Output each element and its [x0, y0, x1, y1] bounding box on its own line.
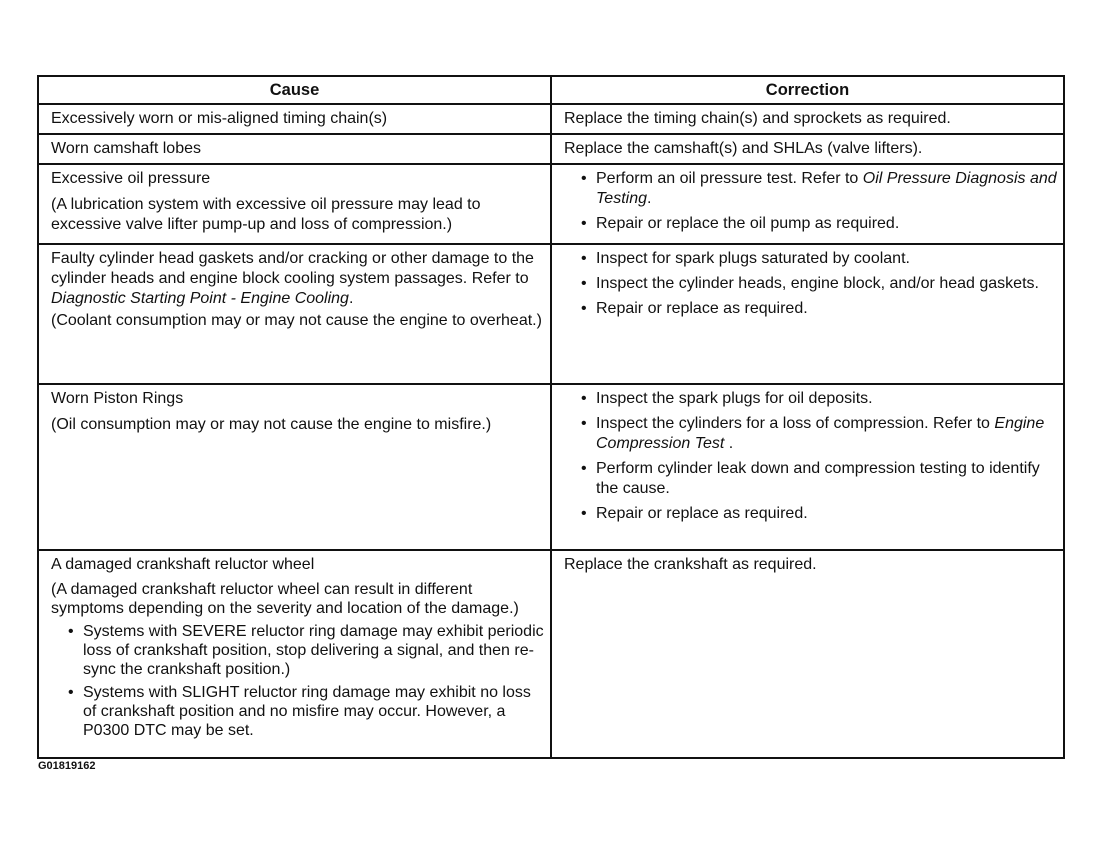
correction-cell — [551, 384, 1064, 550]
reference-link: Oil Pressure Diagnosis and Testing — [596, 170, 1057, 207]
correction-cell — [551, 164, 1064, 244]
cause-text: Faulty cylinder head gaskets and/or cracking or other damage to the cylinder heads and engine block cooling system passages. Refer to Diagnostic Starting Point - Engine Cooling. — [51, 250, 534, 307]
cause-text: Worn Piston Rings — [51, 390, 184, 407]
cause-note: (Oil consumption may or may not cause the engine to misfire.) — [51, 416, 492, 433]
table-row — [38, 384, 1064, 550]
list-item: • Repair or replace as required. — [596, 299, 1057, 319]
cause-text: A damaged crankshaft reluctor wheel — [51, 556, 315, 573]
cause-note: (A lubrication system with excessive oil pressure may lead to excessive valve lifter pump-up and loss of compression.) — [51, 196, 481, 233]
cause-cell: Worn camshaft lobes — [38, 134, 551, 164]
list-item: • Repair or replace as required. — [596, 504, 1057, 524]
table-row — [38, 244, 1064, 384]
table-row — [38, 104, 1064, 134]
correction-cell: Replace the timing chain(s) and sprockets as required. — [551, 104, 1064, 134]
list-item: • Inspect the spark plugs for oil deposits. — [596, 389, 1057, 409]
reference-link: Diagnostic Starting Point - Engine Cooling — [51, 290, 349, 307]
correction-cell: Replace the crankshaft as required. — [551, 550, 1064, 758]
table-row — [38, 134, 1064, 164]
correction-list — [564, 389, 1057, 524]
correction-list — [564, 249, 1057, 319]
cause-sublist — [51, 622, 544, 740]
header-cause: Cause — [38, 76, 551, 104]
table-header-row — [38, 76, 1064, 104]
figure-id-label: G01819162 — [38, 760, 96, 772]
cause-cell — [38, 550, 551, 758]
table-row — [38, 164, 1064, 244]
cause-note: (A damaged crankshaft reluctor wheel can result in different symptoms depending on the severity and location of the damage.) — [51, 581, 519, 617]
header-correction: Correction — [551, 76, 1064, 104]
correction-list — [564, 169, 1057, 234]
list-item: • Inspect for spark plugs saturated by coolant. — [596, 249, 1057, 269]
list-item: • Systems with SLIGHT reluctor ring damage may exhibit no loss of crankshaft position and no misfire may occur. However, a P0300 DTC may be set. — [83, 683, 544, 740]
list-item: • Repair or replace the oil pump as required. — [596, 214, 1057, 234]
cause-note: (Coolant consumption may or may not cause the engine to overheat.) — [51, 312, 542, 329]
correction-cell: Replace the camshaft(s) and SHLAs (valve lifters). — [551, 134, 1064, 164]
correction-cell — [551, 244, 1064, 384]
list-item: • Systems with SEVERE reluctor ring damage may exhibit periodic loss of crankshaft position, stop delivering a signal, and then re-sync the crankshaft position.) — [83, 622, 544, 679]
cause-text: Excessive oil pressure — [51, 170, 211, 187]
list-item: • Inspect the cylinder heads, engine block, and/or head gaskets. — [596, 274, 1057, 294]
cause-correction-table — [37, 75, 1065, 759]
cause-cell — [38, 244, 551, 384]
reference-link: Engine Compression Test — [596, 415, 1045, 452]
list-item: • Perform an oil pressure test. Refer to Oil Pressure Diagnosis and Testing. — [596, 169, 1057, 209]
list-item: • Inspect the cylinders for a loss of compression. Refer to Engine Compression Test . — [596, 414, 1057, 454]
cause-cell — [38, 164, 551, 244]
cause-cell: Excessively worn or mis-aligned timing chain(s) — [38, 104, 551, 134]
list-item: • Perform cylinder leak down and compression testing to identify the cause. — [596, 459, 1057, 499]
cause-cell — [38, 384, 551, 550]
table-row — [38, 550, 1064, 758]
